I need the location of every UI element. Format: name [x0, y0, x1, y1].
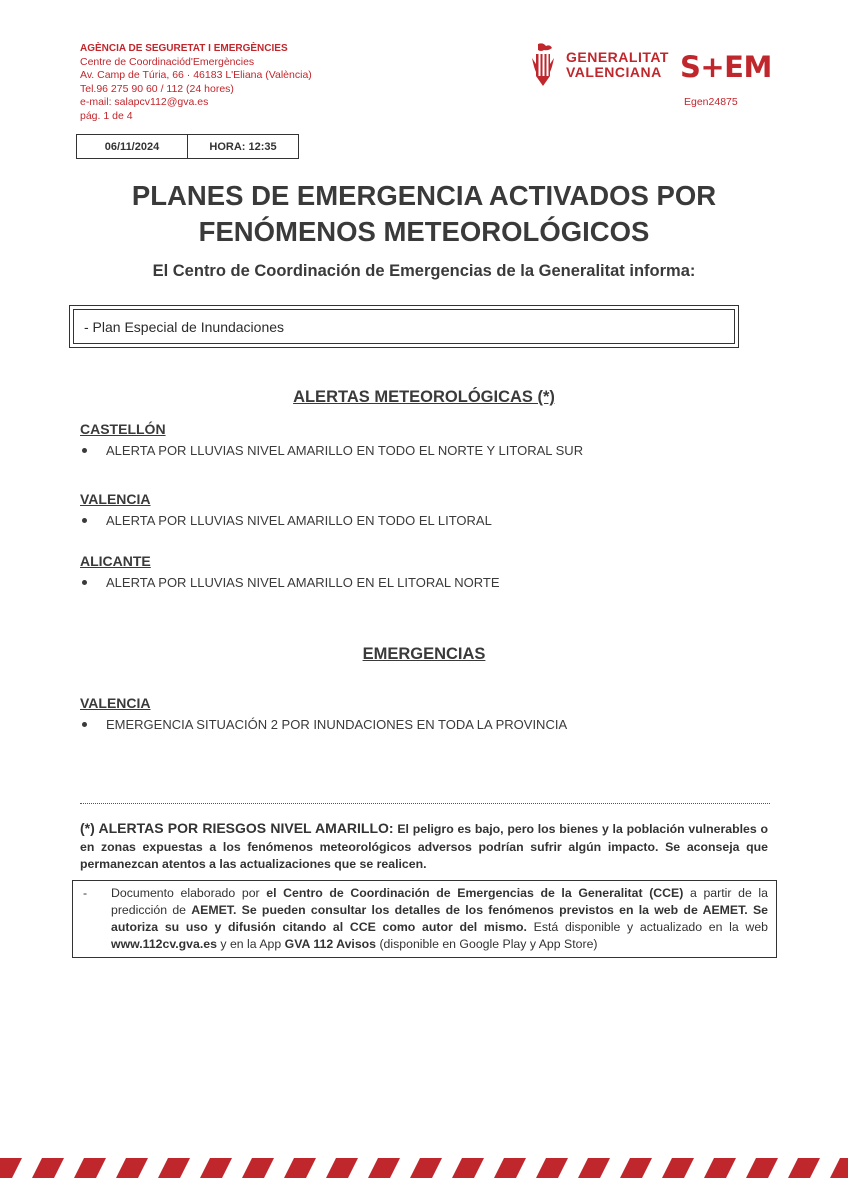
alert-text: ALERTA POR LLUVIAS NIVEL AMARILLO EN TODO EL NORTE Y LITORAL SUR — [106, 443, 584, 458]
page-number: pág. 1 de 4 — [80, 109, 133, 122]
stripe — [74, 1158, 106, 1178]
stripe — [284, 1158, 316, 1178]
alert-text: ALERTA POR LLUVIAS NIVEL AMARILLO EN TODO EL LITORAL — [106, 513, 492, 528]
plan-box — [69, 305, 739, 348]
note-text: El peligro es bajo, pero los bienes y la población vulnerables o en zonas expuestas a los fenómenos meteorológicos adversos podrían sufrir algún impacto. Se aconseja que permanezcan atentos a las actualizaciones que se realicen. — [80, 822, 769, 871]
page-title — [0, 178, 848, 250]
stripe — [662, 1158, 694, 1178]
stripe — [410, 1158, 442, 1178]
sem-logo: S+EM — [680, 50, 772, 84]
agency-name: AGÈNCIA DE SEGURETAT I EMERGÈNCIES — [80, 43, 288, 54]
phone: Tel.96 275 90 60 / 112 (24 hores) — [80, 82, 234, 95]
stripe — [32, 1158, 64, 1178]
plan-text: - Plan Especial de Inundaciones — [73, 309, 735, 344]
footer-part: Está disponible y actualizado en la web — [526, 920, 768, 934]
stripe — [494, 1158, 526, 1178]
footer-dash: - — [83, 886, 88, 900]
generalitat-wordmark — [566, 50, 669, 80]
agency-contact-block — [80, 42, 312, 124]
stripe — [158, 1158, 190, 1178]
stripe — [452, 1158, 484, 1178]
footer-part: a partir de la predicción de — [111, 886, 768, 917]
region-valencia-emergency: VALENCIA — [80, 695, 151, 711]
divider — [80, 803, 770, 804]
bullet-icon — [82, 448, 87, 453]
yellow-alert-note — [80, 820, 768, 874]
stripe — [200, 1158, 232, 1178]
list-item — [82, 717, 567, 732]
time-cell: HORA: 12:35 — [209, 140, 277, 153]
stripe — [0, 1158, 22, 1178]
address: Av. Camp de Túria, 66 · 46183 L'Eliana (València) — [80, 69, 312, 82]
title-line1: PLANES DE EMERGENCIA ACTIVADOS POR — [131, 180, 717, 211]
footer-text — [111, 885, 768, 953]
region-castellon: CASTELLÓN — [80, 421, 166, 437]
wordmark-line2: VALENCIANA — [566, 64, 662, 80]
alerts-heading: ALERTAS METEOROLÓGICAS (*) — [293, 388, 555, 406]
footer-bold: AEMET. Se pueden consultar los detalles de los fenómenos previstos en la web de AEMET. Se autoriza su uso y difusión citando al CCE como autor del mismo. — [111, 903, 768, 934]
list-item — [82, 513, 492, 528]
region-valencia: VALENCIA — [80, 491, 151, 507]
alert-text: ALERTA POR LLUVIAS NIVEL AMARILLO EN EL LITORAL NORTE — [106, 575, 500, 590]
title-line2: FENÓMENOS METEOROLÓGICOS — [198, 216, 650, 247]
stripe — [704, 1158, 736, 1178]
list-item — [82, 443, 583, 458]
stripe — [788, 1158, 820, 1178]
footer-part: Documento elaborado por — [111, 886, 267, 900]
emergencies-heading: EMERGENCIAS — [362, 645, 486, 663]
bullet-icon — [82, 722, 87, 727]
stripe — [830, 1158, 848, 1178]
footer-box — [72, 880, 777, 958]
footer-bold: el Centro de Coordinación de Emergencias de la Generalitat (CCE) — [266, 886, 684, 900]
bottom-stripes — [0, 1154, 848, 1182]
note-lead: (*) ALERTAS POR RIESGOS NIVEL AMARILLO: — [80, 820, 394, 836]
footer-web-link[interactable]: www.112cv.gva.es — [111, 937, 217, 951]
footer-part: y en la App — [216, 937, 285, 951]
bullet-icon — [82, 580, 87, 585]
stripe — [578, 1158, 610, 1178]
bullet-icon — [82, 518, 87, 523]
document-reference: Egen24875 — [684, 96, 738, 108]
generalitat-logo — [530, 42, 669, 88]
stripe — [242, 1158, 274, 1178]
region-alicante: ALICANTE — [80, 553, 151, 569]
page-subtitle: El Centro de Coordinación de Emergencias de la Generalitat informa: — [152, 262, 696, 280]
stripe — [368, 1158, 400, 1178]
email: e-mail: salapcv112@gva.es — [80, 96, 209, 109]
coat-of-arms-icon — [530, 42, 556, 88]
center-name: Centre de Coordinaciód'Emergències — [80, 55, 255, 68]
footer-part: (disponible en Google Play y App Store) — [376, 937, 598, 951]
stripe — [116, 1158, 148, 1178]
date-time-box — [76, 134, 299, 159]
wordmark-line1: GENERALITAT — [566, 49, 669, 65]
stripe — [536, 1158, 568, 1178]
footer-app-name: GVA 112 Avisos — [284, 937, 377, 951]
list-item — [82, 575, 500, 590]
date-cell: 06/11/2024 — [77, 135, 188, 158]
stripe — [326, 1158, 358, 1178]
stripe — [746, 1158, 778, 1178]
stripe — [620, 1158, 652, 1178]
emergency-text: EMERGENCIA SITUACIÓN 2 POR INUNDACIONES EN TODA LA PROVINCIA — [106, 717, 568, 732]
